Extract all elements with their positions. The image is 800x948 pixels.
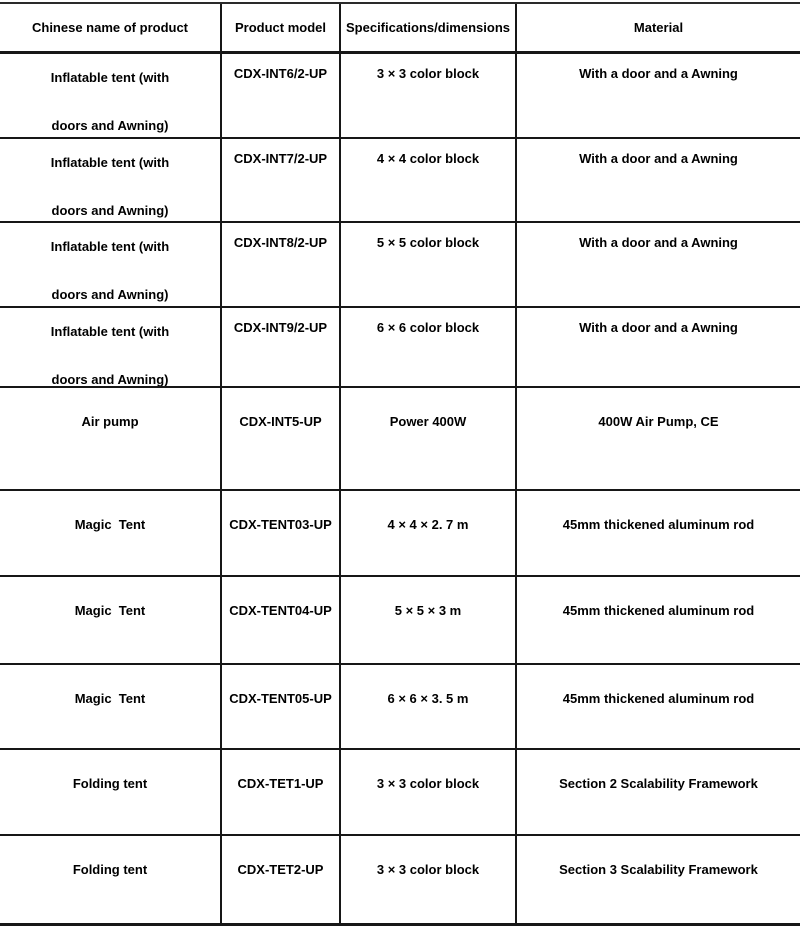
- column-header-material: Material: [515, 4, 800, 51]
- table-body: [0, 54, 800, 923]
- cell-specifications: Power 400W: [339, 388, 515, 489]
- column-header-product-model: Product model: [220, 4, 339, 51]
- cell-product-model: CDX-TENT04-UP: [220, 577, 339, 663]
- cell-product-model: CDX-TET1-UP: [220, 750, 339, 834]
- cell-specifications: 6 × 6 × 3. 5 m: [339, 665, 515, 748]
- cell-specifications: 3 × 3 color block: [339, 54, 515, 137]
- cell-material: 400W Air Pump, CE: [515, 388, 800, 489]
- cell-product-model: CDX-TET2-UP: [220, 836, 339, 923]
- cell-product-name: Magic Tent: [74, 517, 146, 532]
- table-row: [0, 139, 800, 223]
- cell-material: With a door and a Awning: [515, 308, 800, 386]
- cell-product-model: CDX-TENT03-UP: [220, 491, 339, 575]
- cell-specifications: 4 × 4 × 2. 7 m: [339, 491, 515, 575]
- cell-product-name: Inflatable tent (with doors and Awning): [50, 70, 173, 133]
- cell-specifications: 5 × 5 × 3 m: [339, 577, 515, 663]
- cell-product-model: CDX-TENT05-UP: [220, 665, 339, 748]
- cell-product-model: CDX-INT7/2-UP: [220, 139, 339, 221]
- cell-product-name: Air pump: [81, 414, 139, 429]
- cell-product-model: CDX-INT5-UP: [220, 388, 339, 489]
- cell-specifications: 3 × 3 color block: [339, 836, 515, 923]
- cell-specifications: 5 × 5 color block: [339, 223, 515, 306]
- product-spec-table: [0, 2, 800, 926]
- cell-product-name: Inflatable tent (with doors and Awning): [50, 239, 173, 302]
- cell-product-model: CDX-INT9/2-UP: [220, 308, 339, 386]
- table-row: [0, 750, 800, 836]
- cell-product-name: Inflatable tent (with doors and Awning): [50, 155, 173, 218]
- cell-specifications: 4 × 4 color block: [339, 139, 515, 221]
- cell-product-name: Folding tent: [72, 862, 148, 877]
- cell-material: With a door and a Awning: [515, 139, 800, 221]
- cell-product-model: CDX-INT6/2-UP: [220, 54, 339, 137]
- cell-material: 45mm thickened aluminum rod: [515, 665, 800, 748]
- cell-material: With a door and a Awning: [515, 54, 800, 137]
- table-row: [0, 577, 800, 665]
- cell-material: Section 2 Scalability Framework: [515, 750, 800, 834]
- cell-specifications: 3 × 3 color block: [339, 750, 515, 834]
- cell-material: 45mm thickened aluminum rod: [515, 491, 800, 575]
- cell-product-name: Folding tent: [72, 776, 148, 791]
- table-header-row: [0, 4, 800, 54]
- cell-specifications: 6 × 6 color block: [339, 308, 515, 386]
- table-row: [0, 836, 800, 923]
- column-header-chinese-name: Chinese name of product: [31, 19, 189, 35]
- column-header-specifications: Specifications/dimensions: [339, 4, 515, 51]
- cell-material: With a door and a Awning: [515, 223, 800, 306]
- cell-material: Section 3 Scalability Framework: [515, 836, 800, 923]
- cell-product-name: Inflatable tent (with doors and Awning): [50, 324, 173, 386]
- table-row: [0, 388, 800, 491]
- table-row: [0, 308, 800, 388]
- cell-product-name: Magic Tent: [74, 603, 146, 618]
- cell-product-name: Magic Tent: [74, 691, 146, 706]
- table-row: [0, 54, 800, 139]
- table-row: [0, 491, 800, 577]
- table-row: [0, 665, 800, 750]
- table-row: [0, 223, 800, 308]
- cell-product-model: CDX-INT8/2-UP: [220, 223, 339, 306]
- cell-material: 45mm thickened aluminum rod: [515, 577, 800, 663]
